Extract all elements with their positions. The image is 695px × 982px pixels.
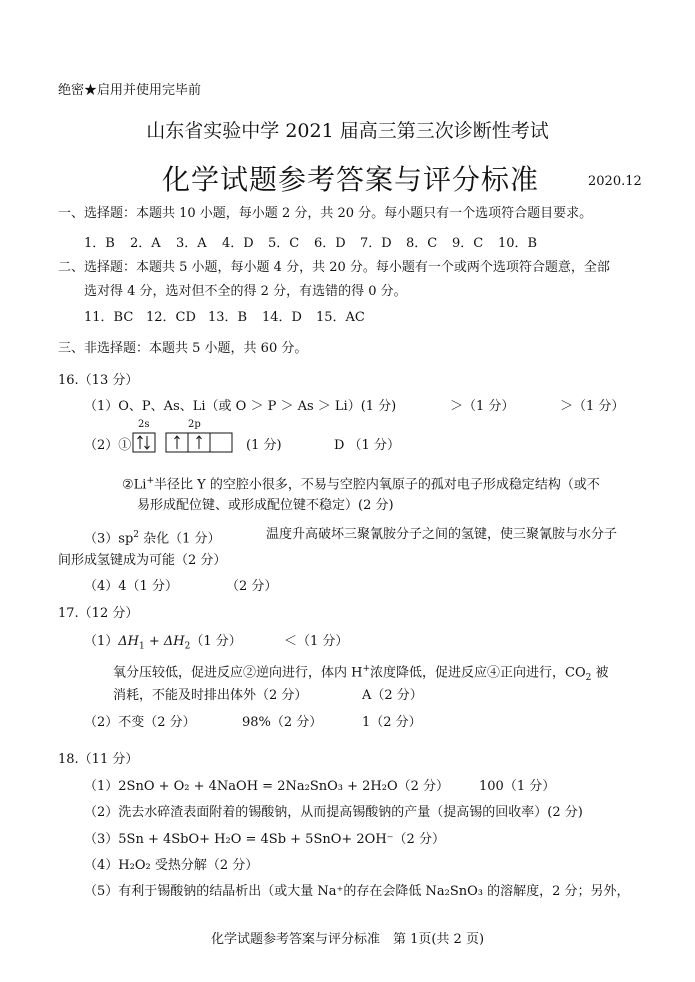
answer-item: 8．C <box>406 236 438 251</box>
sec2-answers <box>84 309 365 327</box>
q16-part2-2 <box>122 472 600 494</box>
plus-sign: + <box>144 634 164 649</box>
sec3-heading: 三、非选择题：本题共 5 小题，共 60 分。 <box>58 341 308 356</box>
enthalpy-symbol: ΔH <box>163 634 185 649</box>
q16-part4: （4）4（1 分） <box>84 579 178 594</box>
answer-item: 7．D <box>360 236 392 251</box>
q16-heading: 16.（13 分） <box>58 373 139 388</box>
q16-part2-prefix: （2）① <box>84 438 132 453</box>
subscript: 2 <box>184 641 191 652</box>
q17-part2-a: （2）不变（2 分） <box>84 715 196 730</box>
orbital-diagram <box>132 432 234 454</box>
page-footer: 化学试题参考答案与评分标准 第 1页(共 2 页) <box>210 932 485 947</box>
answer-item: 4．D <box>222 236 254 251</box>
q18-part5: （5）有利于锡酸钠的结晶析出（或大量 Na⁺的存在会降低 Na₂SnO₃ 的溶解度，2 分；另外， <box>84 884 630 899</box>
exam-title: 山东省实验中学 2021 届高三第三次诊断性考试 <box>146 120 549 142</box>
enthalpy-symbol: ΔH <box>118 634 140 649</box>
sec1-answers <box>84 235 537 253</box>
answer-item: 1．B <box>84 236 115 251</box>
orbital-2p-label: 2p <box>188 419 201 430</box>
q16-part2-2-text: 半径比 Y 的空腔小很多，不易与空腔内氧原子的孤对电子形成稳定结构（或不 <box>154 477 600 493</box>
q16-part1: （1）O、P、As、Li（或 O ＞ P ＞ As ＞ Li）(1 分) <box>84 399 397 414</box>
q16-part2-2-cont: 易形成配位键、或形成配位键不稳定）(2 分) <box>137 498 394 513</box>
q17-part1 <box>84 633 242 656</box>
q18-part3: （3）5Sn + 4SbO+ H₂O = 4Sb + 5SnO+ 2OH⁻（2 分） <box>84 832 445 847</box>
q16-part3-post: 杂化（1 分） <box>139 531 221 547</box>
q17-explain-a: 氧分压较低，促进反应②逆向进行，体内 H <box>113 665 363 681</box>
q17-part1-pre: （1） <box>84 634 119 649</box>
orbital-box-2p-3 <box>210 433 232 452</box>
q17-heading: 17.（12 分） <box>58 606 139 621</box>
q16-part1-answer-b: ＞（1 分） <box>450 399 515 414</box>
q18-heading: 18.（11 分） <box>58 752 139 767</box>
sec1-heading: 一、选择题：本题共 10 小题，每小题 2 分，共 20 分。每小题只有一个选项符合题目要求。 <box>58 206 593 221</box>
answer-item: 12．CD <box>146 310 196 325</box>
charge-superscript: + <box>146 476 154 486</box>
orbital-box-2s <box>133 433 155 452</box>
orbital-2s-label: 2s <box>138 419 150 430</box>
q16-part2-answer-d: D （1 分） <box>334 438 400 453</box>
answer-item: 6．D <box>314 236 346 251</box>
q17-explain-b: 浓度降低，促进反应④正向进行，CO <box>370 665 586 681</box>
answer-item: 15．AC <box>316 310 365 325</box>
answer-item: 13．B <box>208 310 248 325</box>
answer-item: 14．D <box>262 310 302 325</box>
q18-part1: （1）2SnO + O₂ + 4NaOH = 2Na₂SnO₃ + 2H₂O（2 分） <box>84 779 450 794</box>
answer-item: 2．A <box>130 236 161 251</box>
q18-part2: （2）洗去水碎渣表面附着的锡酸钠，从而提高锡酸钠的产量（提高锡的回收率）(2 分) <box>84 805 583 820</box>
q17-part1-explain-cont: 消耗，不能及时排出体外（2 分） <box>113 688 308 703</box>
q17-part1-answer-b: ＜（1 分） <box>284 634 349 649</box>
top-note: 绝密★启用并使用完毕前 <box>58 83 202 98</box>
q18-part4: （4）H₂O₂ 受热分解（2 分） <box>84 858 259 873</box>
q17-part1-answer-e: A（2 分） <box>362 688 423 703</box>
answer-item: 3．A <box>176 236 207 251</box>
answer-item: 9．C <box>452 236 484 251</box>
answer-item: 11．BC <box>84 310 134 325</box>
q18-part1-answer-b: 100（1 分） <box>479 779 556 794</box>
answer-item: 5．C <box>268 236 300 251</box>
q17-part2-c: 1（2 分） <box>362 715 422 730</box>
q16-part3-explain: 温度升高破坏三聚氰胺分子之间的氢键，使三聚氰胺与水分子 <box>266 527 618 542</box>
subscript: 2 <box>585 672 592 683</box>
subscript: 1 <box>139 641 145 652</box>
q16-part3-pre: （3）sp <box>84 531 134 547</box>
q16-part3-explain-cont: 间形成氢键成为可能（2 分） <box>58 553 227 568</box>
q17-part1-explain <box>113 660 609 687</box>
q17-explain-c: 被 <box>591 665 609 681</box>
doc-date: 2020.12 <box>588 174 642 189</box>
q16-part3 <box>84 526 221 548</box>
q16-part4-score: （2 分） <box>226 579 278 594</box>
sec2-heading-cont: 选对得 4 分，选对但不全的得 2 分，有选错的得 0 分。 <box>84 284 407 299</box>
hybrid-superscript: 2 <box>133 530 139 540</box>
q16-part2-score: (1 分) <box>246 438 282 453</box>
q17-part1-score: （1 分） <box>190 634 242 649</box>
charge-superscript: + <box>362 664 371 674</box>
q16-part2-2-lead: ②Li <box>122 477 147 493</box>
answer-item: 10．B <box>498 236 538 251</box>
doc-title: 化学试题参考答案与评分标准 <box>162 163 540 196</box>
sec2-heading: 二、选择题：本题共 5 小题，每小题 4 分，共 20 分。每小题有一个或两个选项符合题意，全部 <box>58 260 610 275</box>
q17-part2-b: 98%（2 分） <box>242 715 323 730</box>
q16-part1-answer-c: ＞（1 分） <box>560 399 625 414</box>
